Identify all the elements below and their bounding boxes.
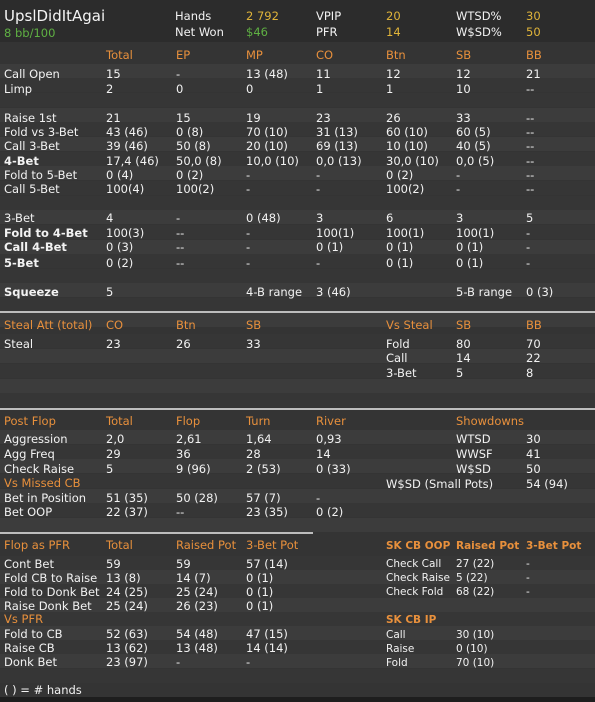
showdowns-title: Showdowns	[456, 414, 525, 428]
flop-pfr-row-label: Cont Bet	[4, 557, 54, 571]
preflop-cell: 0 (1)	[456, 256, 484, 270]
sk-cb-ip-title: SK CB IP	[386, 614, 437, 626]
preflop-cell: 0 (3)	[106, 240, 134, 254]
row-band	[0, 298, 595, 312]
preflop-cell: 23	[316, 111, 331, 125]
showdown-row-label: W$SD	[456, 462, 491, 476]
stat-label-pfr: PFR	[316, 25, 338, 39]
row-band	[0, 489, 595, 503]
preflop-cell: 70 (10)	[246, 125, 288, 139]
flop-pfr-cell: 0 (1)	[246, 571, 274, 585]
preflop-cell: 0 (1)	[316, 240, 344, 254]
preflop-cell: 60 (10)	[386, 125, 428, 139]
flop-pfr-row-label: Fold to Donk Bet	[4, 585, 100, 599]
row-band	[0, 459, 595, 473]
steal-col-btn: Btn	[176, 318, 196, 332]
fourb-range-label: 4-B range	[246, 285, 303, 299]
steal-value-btn: 26	[176, 337, 191, 351]
showdown-value: 50	[526, 462, 541, 476]
sk-cb-col-3bet-pot: 3-Bet Pot	[526, 540, 582, 552]
preflop-row-label: Call 3-Bet	[4, 139, 60, 153]
player-name[interactable]: UpslDidItAgai	[4, 7, 106, 25]
vs-pfr-cell: -	[246, 655, 251, 669]
preflop-row-label: 3-Bet	[4, 211, 35, 225]
preflop-col-bb: BB	[526, 48, 542, 62]
fourb-range-value: 3 (46)	[316, 285, 351, 299]
row-band	[0, 445, 595, 459]
row-band	[0, 181, 595, 195]
postflop-cell: 28	[246, 447, 261, 461]
postflop-cell: 1,64	[246, 432, 272, 446]
footer-note: ( ) = # hands	[4, 683, 82, 697]
stat-label-wtsd: WTSD%	[456, 9, 502, 23]
vs-pfr-cell: 13 (48)	[176, 641, 218, 655]
steal-row-label: Steal	[4, 337, 34, 351]
flop-pfr-cell: 25 (24)	[176, 585, 218, 599]
steal-title: Steal Att (total)	[4, 318, 93, 332]
row-band	[0, 240, 595, 254]
vs-steal-col-sb: SB	[456, 318, 472, 332]
row-band	[0, 269, 595, 283]
vs-missed-row-label: Bet in Position	[4, 491, 87, 505]
vs-missed-cell: 0 (2)	[316, 505, 344, 519]
stat-value-wtsd: 30	[526, 9, 541, 23]
row-band	[0, 430, 595, 444]
sk-cb-ip-row-label: Raise	[386, 643, 415, 655]
preflop-row-label: Raise 1st	[4, 111, 57, 125]
preflop-cell: 10 (10)	[386, 139, 428, 153]
row-band	[0, 364, 595, 378]
sk-cb-ip-row-label: Call	[386, 629, 406, 641]
flop-pfr-col-3bet-pot: 3-Bet Pot	[246, 538, 299, 552]
row-band	[0, 669, 595, 683]
vs-missed-cell: 57 (7)	[246, 491, 281, 505]
preflop-row-label: Fold vs 3-Bet	[4, 125, 79, 139]
preflop-cell: -	[456, 168, 461, 182]
steal-col-sb: SB	[246, 318, 262, 332]
row-band	[0, 379, 595, 393]
preflop-cell: 0	[176, 82, 184, 96]
preflop-cell: 6	[386, 211, 394, 225]
preflop-cell: 100(1)	[456, 226, 495, 240]
wsd-small-pots-value: 54 (94)	[526, 477, 568, 491]
vs-missed-cb-title: Vs Missed CB	[4, 476, 81, 490]
row-band	[0, 254, 595, 268]
row-band	[0, 196, 595, 210]
preflop-cell: -	[526, 240, 531, 254]
preflop-cell: 1	[386, 82, 394, 96]
preflop-cell: 10	[456, 82, 471, 96]
postflop-col-total: Total	[106, 414, 133, 428]
sk-cb-ip-cell: 70 (10)	[456, 657, 495, 669]
sk-cb-oop-title: SK CB OOP	[386, 540, 451, 552]
preflop-cell: --	[526, 154, 535, 168]
preflop-col-co: CO	[316, 48, 334, 62]
row-band	[0, 78, 595, 92]
stat-value-pfr: 14	[386, 25, 401, 39]
preflop-cell: 12	[456, 67, 471, 81]
preflop-cell: 5	[526, 211, 534, 225]
flop-pfr-title: Flop as PFR	[4, 538, 71, 552]
stakes-label: 8 bb/100	[4, 26, 56, 40]
steal-value-co: 23	[106, 337, 121, 351]
wsd-small-pots-label: W$SD (Small Pots)	[386, 477, 494, 491]
stat-label-hands: Hands	[175, 9, 212, 23]
preflop-cell: -	[526, 226, 531, 240]
vs-pfr-cell: 14 (14)	[246, 641, 288, 655]
postflop-title: Post Flop	[4, 414, 56, 428]
preflop-cell: -	[246, 168, 251, 182]
preflop-cell: 0,0 (13)	[316, 154, 362, 168]
divider-steal	[0, 311, 595, 313]
preflop-cell: 20 (10)	[246, 139, 288, 153]
preflop-cell: -	[316, 168, 321, 182]
stat-label-vpip: VPIP	[316, 9, 342, 23]
fiveb-range-value: 0 (3)	[526, 285, 554, 299]
vs-pfr-cell: 23 (97)	[106, 655, 148, 669]
vs-pfr-cell: 52 (63)	[106, 627, 148, 641]
vs-steal-row-label: Call	[386, 351, 408, 365]
postflop-cell: 2 (53)	[246, 462, 281, 476]
squeeze-label: Squeeze	[4, 285, 59, 299]
preflop-row-label: 5-Bet	[4, 256, 39, 270]
preflop-col-btn: Btn	[386, 48, 406, 62]
stat-label-net-won: Net Won	[175, 25, 224, 39]
preflop-cell: 1	[316, 82, 324, 96]
postflop-col-river: River	[316, 414, 346, 428]
preflop-cell: 100(1)	[386, 226, 425, 240]
postflop-col-turn: Turn	[246, 414, 271, 428]
preflop-cell: 50,0 (8)	[176, 154, 222, 168]
preflop-cell: --	[526, 182, 535, 196]
preflop-cell: 26	[386, 111, 401, 125]
sk-cb-ip-cell: 0 (10)	[456, 643, 488, 655]
preflop-cell: -	[526, 256, 531, 270]
vs-pfr-cell: -	[176, 655, 181, 669]
divider-flop-pfr	[0, 532, 313, 534]
postflop-cell: 2,0	[106, 432, 125, 446]
preflop-col-ep: EP	[176, 48, 191, 62]
showdown-value: 30	[526, 432, 541, 446]
postflop-cell: 0,93	[316, 432, 342, 446]
stat-value-hands: 2 792	[246, 9, 279, 23]
stat-label-wsd: W$SD%	[456, 25, 502, 39]
vs-steal-title: Vs Steal	[386, 318, 433, 332]
preflop-cell: --	[526, 168, 535, 182]
postflop-row-label: Agg Freq	[4, 447, 55, 461]
sk-cb-ip-row-label: Fold	[386, 657, 408, 669]
flop-pfr-col-total: Total	[106, 538, 133, 552]
vs-missed-cell: -	[316, 491, 321, 505]
flop-pfr-cell: 59	[106, 557, 121, 571]
row-band	[0, 93, 595, 107]
row-band	[0, 556, 595, 570]
preflop-cell: --	[526, 139, 535, 153]
preflop-cell: 43 (46)	[106, 125, 148, 139]
vs-steal-row-label: Fold	[386, 337, 410, 351]
row-band	[0, 108, 595, 122]
preflop-cell: 50 (8)	[176, 139, 211, 153]
vs-pfr-cell: 54 (48)	[176, 627, 218, 641]
row-band	[0, 474, 595, 488]
postflop-cell: 29	[106, 447, 121, 461]
preflop-cell: 21	[106, 111, 121, 125]
preflop-cell: -	[176, 211, 181, 225]
vs-steal-cell: 8	[526, 366, 534, 380]
preflop-cell: -	[176, 67, 181, 81]
preflop-cell: --	[526, 125, 535, 139]
preflop-cell: 31 (13)	[316, 125, 358, 139]
flop-pfr-cell: 57 (14)	[246, 557, 288, 571]
flop-pfr-row-label: Raise Donk Bet	[4, 599, 92, 613]
preflop-cell: -	[316, 256, 321, 270]
vs-steal-row-label: 3-Bet	[386, 366, 417, 380]
preflop-row-label: Limp	[4, 82, 33, 96]
vs-pfr-row-label: Raise CB	[4, 641, 55, 655]
preflop-cell: --	[176, 226, 185, 240]
vs-steal-cell: 70	[526, 337, 541, 351]
vs-steal-cell: 5	[456, 366, 464, 380]
vs-steal-cell: 80	[456, 337, 471, 351]
preflop-cell: 13 (48)	[246, 67, 288, 81]
row-band	[0, 640, 595, 654]
showdown-row-label: WTSD	[456, 432, 491, 446]
preflop-cell: 15	[106, 67, 121, 81]
sk-cb-oop-row-label: Check Call	[386, 558, 442, 570]
preflop-cell: -	[246, 256, 251, 270]
vs-missed-cell: 50 (28)	[176, 491, 218, 505]
preflop-cell: 0 (2)	[176, 168, 204, 182]
sk-cb-col-raised-pot: Raised Pot	[456, 540, 520, 552]
row-band	[0, 518, 595, 532]
vs-pfr-row-label: Fold to CB	[4, 627, 63, 641]
preflop-cell: -	[316, 182, 321, 196]
preflop-cell: 100(2)	[176, 182, 215, 196]
flop-pfr-cell: 0 (1)	[246, 599, 274, 613]
preflop-cell: 15	[176, 111, 191, 125]
vs-missed-cell: 23 (35)	[246, 505, 288, 519]
vs-missed-cell: 51 (35)	[106, 491, 148, 505]
preflop-row-label: Call 4-Bet	[4, 240, 67, 254]
row-band	[0, 225, 595, 239]
preflop-cell: 0,0 (5)	[456, 154, 495, 168]
preflop-cell: 100(2)	[386, 182, 425, 196]
flop-pfr-cell: 59	[176, 557, 191, 571]
preflop-cell: 0 (1)	[386, 256, 414, 270]
row-band	[0, 210, 595, 224]
sk-cb-oop-cell: -	[526, 558, 530, 570]
postflop-cell: 5	[106, 462, 114, 476]
stat-value-net-won: $46	[246, 25, 268, 39]
preflop-cell: 12	[386, 67, 401, 81]
row-band	[0, 64, 595, 78]
sk-cb-oop-cell: -	[526, 572, 530, 584]
preflop-row-label: Call Open	[4, 67, 60, 81]
preflop-cell: 0 (4)	[106, 168, 134, 182]
row-band	[0, 612, 595, 626]
preflop-cell: 17,4 (46)	[106, 154, 159, 168]
row-band	[0, 137, 595, 151]
flop-pfr-cell: 24 (25)	[106, 585, 148, 599]
sk-cb-oop-row-label: Check Raise	[386, 572, 450, 584]
preflop-cell: 0 (1)	[456, 240, 484, 254]
flop-pfr-cell: 14 (7)	[176, 571, 211, 585]
preflop-cell: --	[526, 111, 535, 125]
vs-pfr-title: Vs PFR	[4, 612, 44, 626]
vs-pfr-cell: 47 (15)	[246, 627, 288, 641]
preflop-cell: 0 (48)	[246, 211, 281, 225]
preflop-cell: 0 (1)	[386, 240, 414, 254]
preflop-cell: 0 (8)	[176, 125, 204, 139]
preflop-cell: 33	[456, 111, 471, 125]
row-band	[0, 349, 595, 363]
vs-missed-cell: --	[176, 505, 185, 519]
preflop-cell: 100(4)	[106, 182, 145, 196]
row-band	[0, 654, 595, 668]
preflop-cell: 3	[456, 211, 464, 225]
preflop-cell: 30,0 (10)	[386, 154, 439, 168]
flop-pfr-col-raised-pot: Raised Pot	[176, 538, 237, 552]
preflop-row-label: 4-Bet	[4, 154, 39, 168]
preflop-cell: -	[246, 240, 251, 254]
row-band	[0, 393, 595, 407]
vs-pfr-row-label: Donk Bet	[4, 655, 57, 669]
showdown-row-label: WWSF	[456, 447, 493, 461]
preflop-cell: 10,0 (10)	[246, 154, 299, 168]
preflop-cell: 11	[316, 67, 331, 81]
row-band	[0, 626, 595, 640]
preflop-row-label: Fold to 4-Bet	[4, 226, 88, 240]
preflop-cell: 3	[316, 211, 324, 225]
postflop-cell: 14	[316, 447, 331, 461]
postflop-cell: 0 (33)	[316, 462, 351, 476]
steal-col-co: CO	[106, 318, 124, 332]
preflop-cell: 0 (2)	[106, 256, 134, 270]
flop-pfr-cell: 13 (8)	[106, 571, 141, 585]
squeeze-value: 5	[106, 285, 114, 299]
divider-postflop	[0, 408, 595, 410]
vs-steal-cell: 22	[526, 351, 541, 365]
preflop-cell: -	[246, 182, 251, 196]
flop-pfr-row-label: Fold CB to Raise	[4, 571, 98, 585]
flop-pfr-cell: 0 (1)	[246, 585, 274, 599]
preflop-cell: 60 (5)	[456, 125, 491, 139]
preflop-cell: 21	[526, 67, 541, 81]
postflop-cell: 9 (96)	[176, 462, 211, 476]
vs-steal-col-bb: BB	[526, 318, 542, 332]
preflop-cell: 100(3)	[106, 226, 145, 240]
row-band	[0, 503, 595, 517]
preflop-cell: 69 (13)	[316, 139, 358, 153]
postflop-cell: 2,61	[176, 432, 202, 446]
bottom-scrollbar[interactable]	[0, 697, 595, 702]
postflop-row-label: Check Raise	[4, 462, 75, 476]
preflop-cell: 40 (5)	[456, 139, 491, 153]
preflop-row-label: Call 5-Bet	[4, 182, 60, 196]
preflop-cell: --	[176, 256, 185, 270]
postflop-cell: 36	[176, 447, 191, 461]
preflop-cell: --	[526, 82, 535, 96]
row-band	[0, 166, 595, 180]
flop-pfr-cell: 25 (24)	[106, 599, 148, 613]
vs-missed-cell: 22 (37)	[106, 505, 148, 519]
stat-value-vpip: 20	[386, 9, 401, 23]
sk-cb-ip-cell: 30 (10)	[456, 629, 495, 641]
preflop-cell: 4	[106, 211, 114, 225]
row-band	[0, 122, 595, 136]
row-band	[0, 334, 595, 348]
stat-value-wsd: 50	[526, 25, 541, 39]
steal-value-sb: 33	[246, 337, 261, 351]
postflop-col-flop: Flop	[176, 414, 201, 428]
sk-cb-oop-cell: 27 (22)	[456, 558, 495, 570]
showdown-value: 41	[526, 447, 541, 461]
preflop-cell: 2	[106, 82, 114, 96]
postflop-row-label: Aggression	[4, 432, 68, 446]
vs-steal-cell: 14	[456, 351, 471, 365]
flop-pfr-cell: 26 (23)	[176, 599, 218, 613]
preflop-cell: 19	[246, 111, 261, 125]
preflop-cell: -	[456, 182, 461, 196]
preflop-cell: --	[176, 240, 185, 254]
preflop-col-total: Total	[106, 48, 133, 62]
preflop-cell: -	[246, 226, 251, 240]
sk-cb-oop-cell: 68 (22)	[456, 586, 495, 598]
preflop-row-label: Fold to 5-Bet	[4, 168, 78, 182]
preflop-cell: 100(1)	[316, 226, 355, 240]
preflop-cell: 39 (46)	[106, 139, 148, 153]
fiveb-range-label: 5-B range	[456, 285, 513, 299]
preflop-col-mp: MP	[246, 48, 263, 62]
preflop-cell: 0 (2)	[386, 168, 414, 182]
sk-cb-oop-row-label: Check Fold	[386, 586, 444, 598]
sk-cb-oop-cell: -	[526, 586, 530, 598]
sk-cb-oop-cell: 5 (22)	[456, 572, 488, 584]
vs-missed-row-label: Bet OOP	[4, 505, 53, 519]
preflop-cell: 0	[246, 82, 254, 96]
preflop-col-sb: SB	[456, 48, 472, 62]
vs-pfr-cell: 13 (62)	[106, 641, 148, 655]
